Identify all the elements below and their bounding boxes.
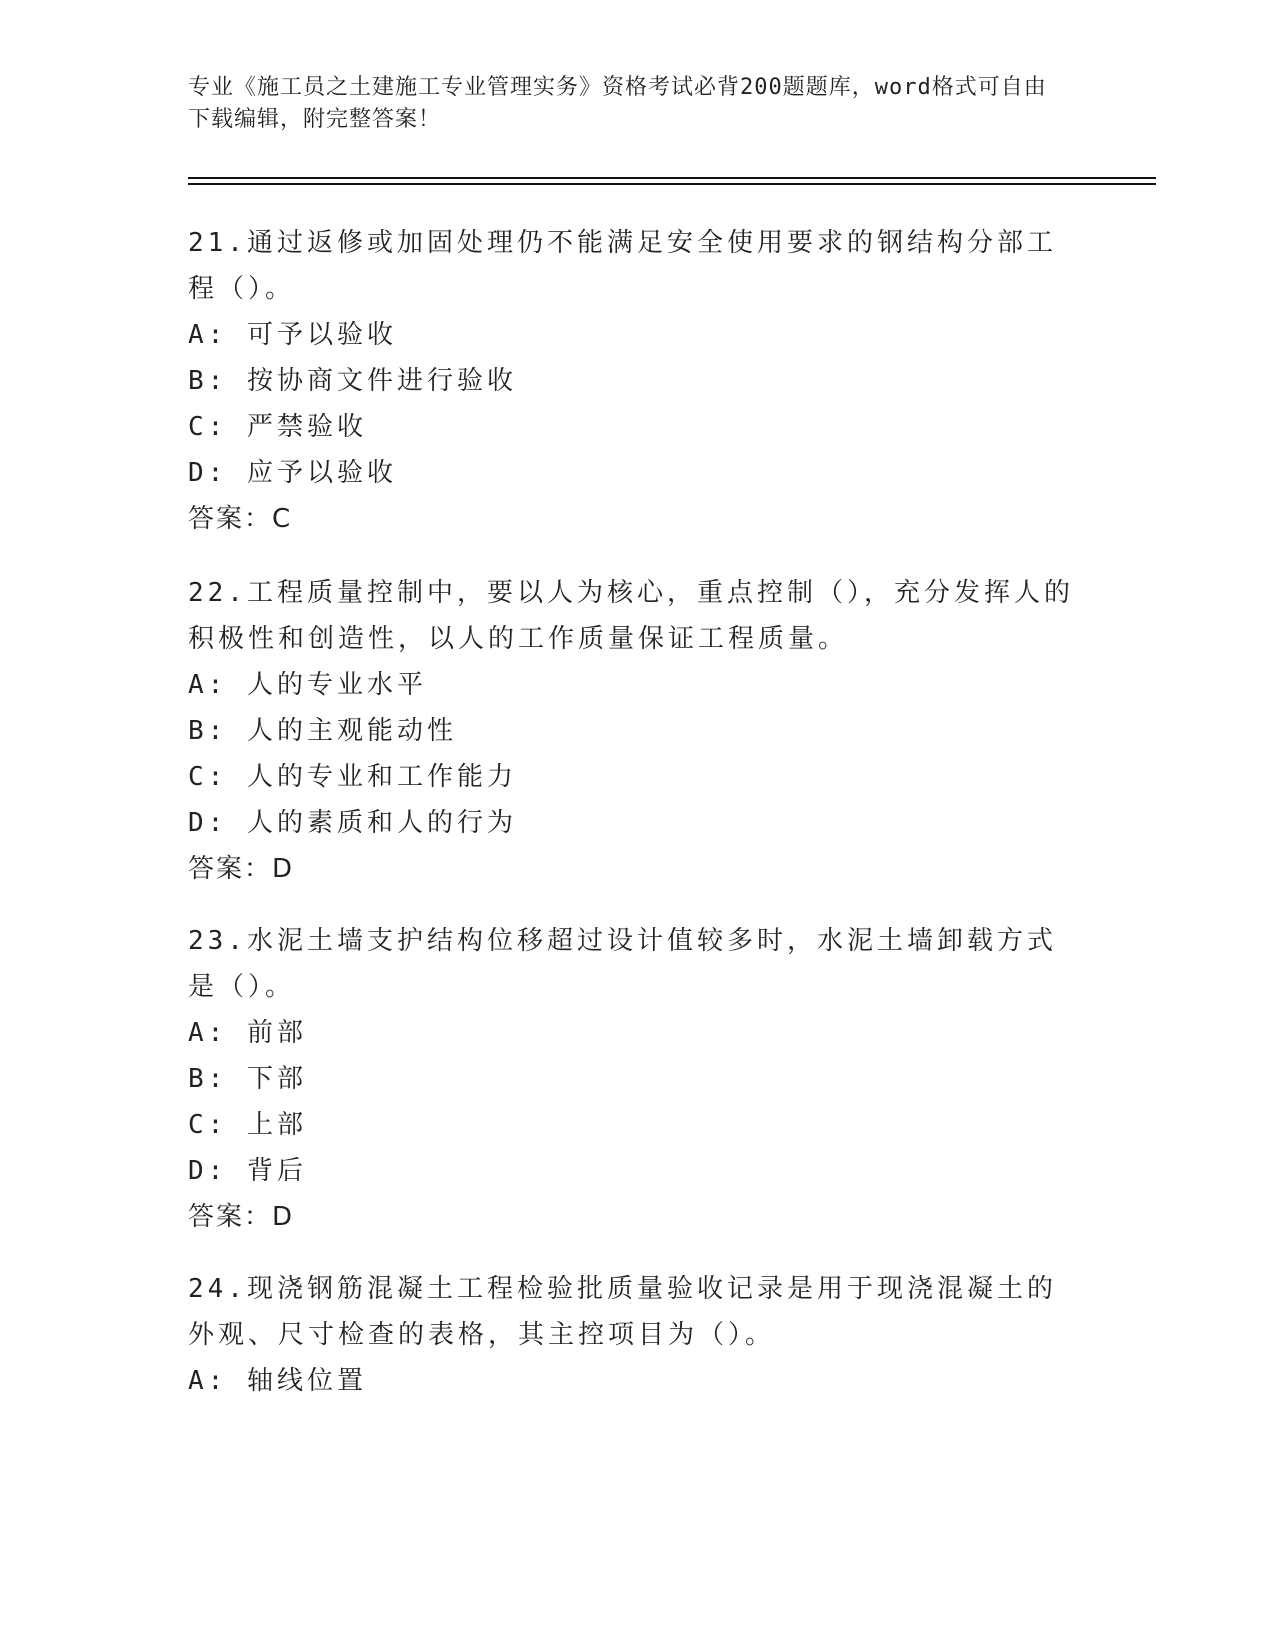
question-stem: 24.现浇钢筋混凝土工程检验批质量验收记录是用于现浇混凝土的外观、尺寸检查的表格，其主控项目为（）。 [188,1274,1057,1350]
option-a: A: 可予以验收 [188,320,397,350]
option-b: B: 按协商文件进行验收 [188,366,517,396]
option-c: C: 上部 [188,1110,307,1140]
question-stem: 23.水泥土墙支护结构位移超过设计值较多时，水泥土墙卸载方式是（）。 [188,926,1057,1002]
question-stem: 22.工程质量控制中，要以人为核心，重点控制（），充分发挥人的积极性和创造性，以人的工作质量保证工程质量。 [188,578,1074,654]
option-c: C: 严禁验收 [188,412,367,442]
question-21 [188,220,1078,542]
option-b: B: 下部 [188,1064,307,1094]
answer-value: D [272,1202,295,1232]
answer-label: 答案： [188,504,273,534]
question-22 [188,570,1078,892]
question-stem: 21.通过返修或加固处理仍不能满足安全使用要求的钢结构分部工程（）。 [188,228,1057,304]
option-a: A: 前部 [188,1018,307,1048]
option-d: D: 人的素质和人的行为 [188,808,517,838]
option-d: D: 应予以验收 [188,458,397,488]
document-header: 专业《施工员之土建施工专业管理实务》资格考试必背200题题库，word格式可自由下载编辑，附完整答案！ [188,75,1047,132]
question-24 [188,1266,1078,1404]
header-divider-top [188,177,1156,179]
answer-label: 答案： [188,854,273,884]
answer-line [188,496,1078,542]
answer-label: 答案： [188,1202,273,1232]
answer-line [188,846,1078,892]
answer-line [188,1194,1078,1240]
answer-value: D [272,854,295,884]
option-c: C: 人的专业和工作能力 [188,762,517,792]
question-23 [188,918,1078,1240]
option-a: A: 人的专业水平 [188,670,427,700]
option-d: D: 背后 [188,1156,307,1186]
option-b: B: 人的主观能动性 [188,716,457,746]
option-a: A: 轴线位置 [188,1366,367,1396]
answer-value: C [272,504,293,534]
header-divider-bottom [188,183,1156,185]
